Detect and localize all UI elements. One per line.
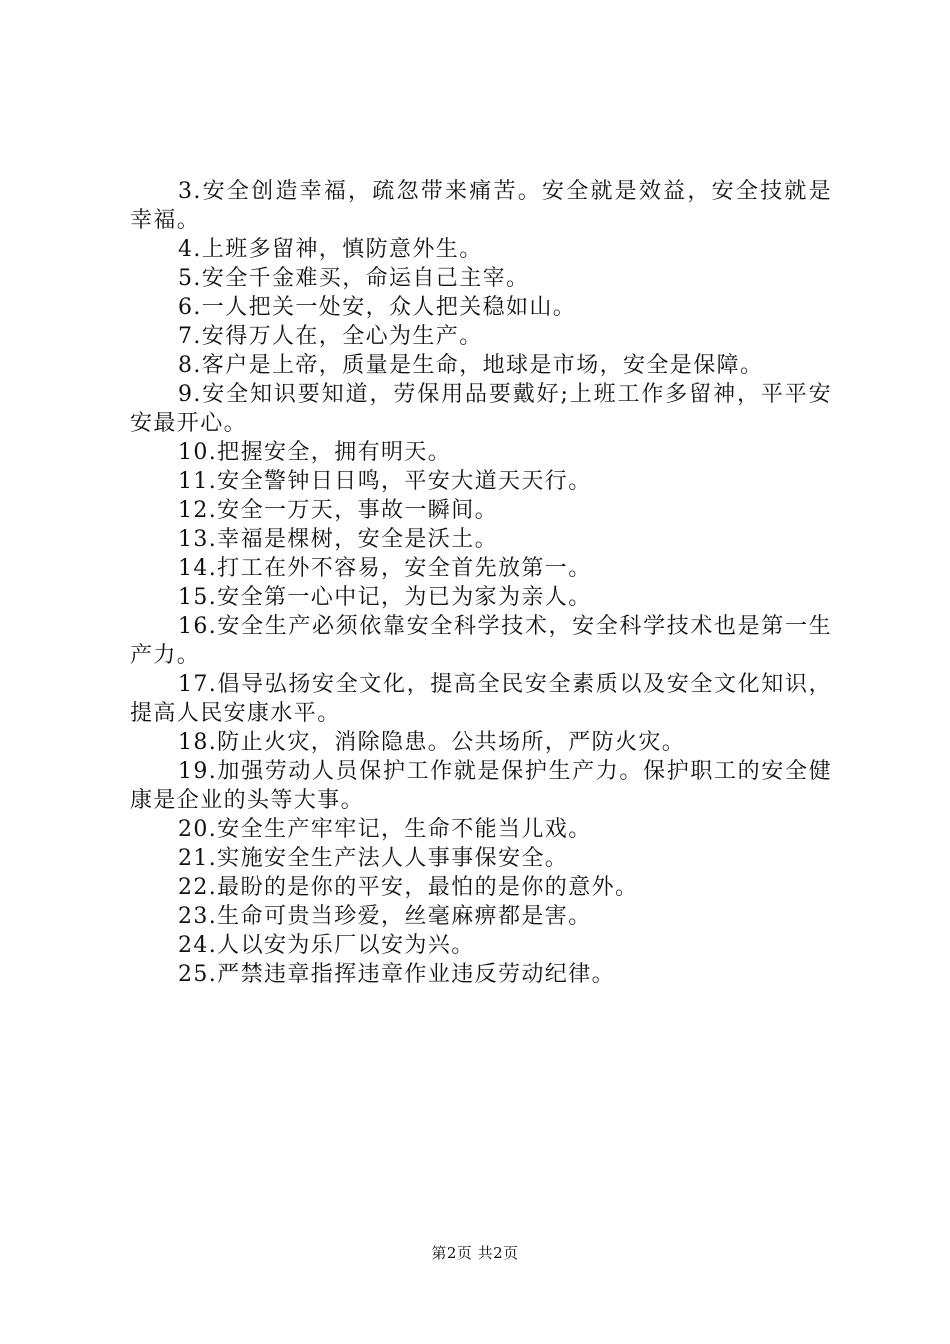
list-item: 14.打工在外不容易，安全首先放第一。 bbox=[178, 556, 592, 581]
list-item: 7.安得万人在，全心为生产。 bbox=[178, 324, 483, 349]
list-item: 21.实施安全生产法人人事事保安全。 bbox=[178, 846, 569, 871]
list-item: 22.最盼的是你的平安，最怕的是你的意外。 bbox=[178, 875, 639, 900]
list-item: 4.上班多留神，慎防意外生。 bbox=[178, 237, 483, 262]
list-item: 11.安全警钟日日鸣，平安大道天天行。 bbox=[178, 469, 592, 494]
list-item: 23.生命可贵当珍爱，丝毫麻痹都是害。 bbox=[178, 904, 592, 929]
list-item: 25.严禁违章指挥违章作业违反劳动纪律。 bbox=[178, 962, 615, 987]
list-item: 8.客户是上帝，质量是生命，地球是市场，安全是保障。 bbox=[178, 353, 764, 378]
list-item: 5.安全千金难买，命运自己主宰。 bbox=[178, 266, 530, 291]
list-item: 9.安全知识要知道，劳保用品要戴好;上班工作多留神，平平安安最开心。 bbox=[130, 382, 832, 436]
list-item: 16.安全生产必须依靠安全科学技术，安全科学技术也是第一生产力。 bbox=[130, 614, 832, 668]
page-footer: 第2页 共2页 bbox=[431, 1244, 519, 1262]
list-item: 13.幸福是棵树，安全是沃土。 bbox=[178, 527, 498, 552]
list-item: 6.一人把关一处安，众人把关稳如山。 bbox=[178, 295, 577, 320]
slogan-list bbox=[130, 177, 832, 989]
list-item: 15.安全第一心中记，为已为家为亲人。 bbox=[178, 585, 592, 610]
list-item: 3.安全创造幸福，疏忽带来痛苦。安全就是效益，安全技就是幸福。 bbox=[130, 179, 832, 233]
list-item: 12.安全一万天，事故一瞬间。 bbox=[178, 498, 498, 523]
list-item: 24.人以安为乐厂以安为兴。 bbox=[178, 933, 475, 958]
list-item: 19.加强劳动人员保护工作就是保护生产力。保护职工的安全健康是企业的头等大事。 bbox=[130, 759, 832, 813]
list-item: 17.倡导弘扬安全文化，提高全民安全素质以及安全文化知识，提高人民安康水平。 bbox=[130, 672, 832, 726]
list-item: 20.安全生产牢牢记，生命不能当儿戏。 bbox=[178, 817, 592, 842]
list-item: 10.把握安全，拥有明天。 bbox=[178, 440, 452, 465]
list-item: 18.防止火灾，消除隐患。公共场所，严防火灾。 bbox=[178, 730, 686, 755]
